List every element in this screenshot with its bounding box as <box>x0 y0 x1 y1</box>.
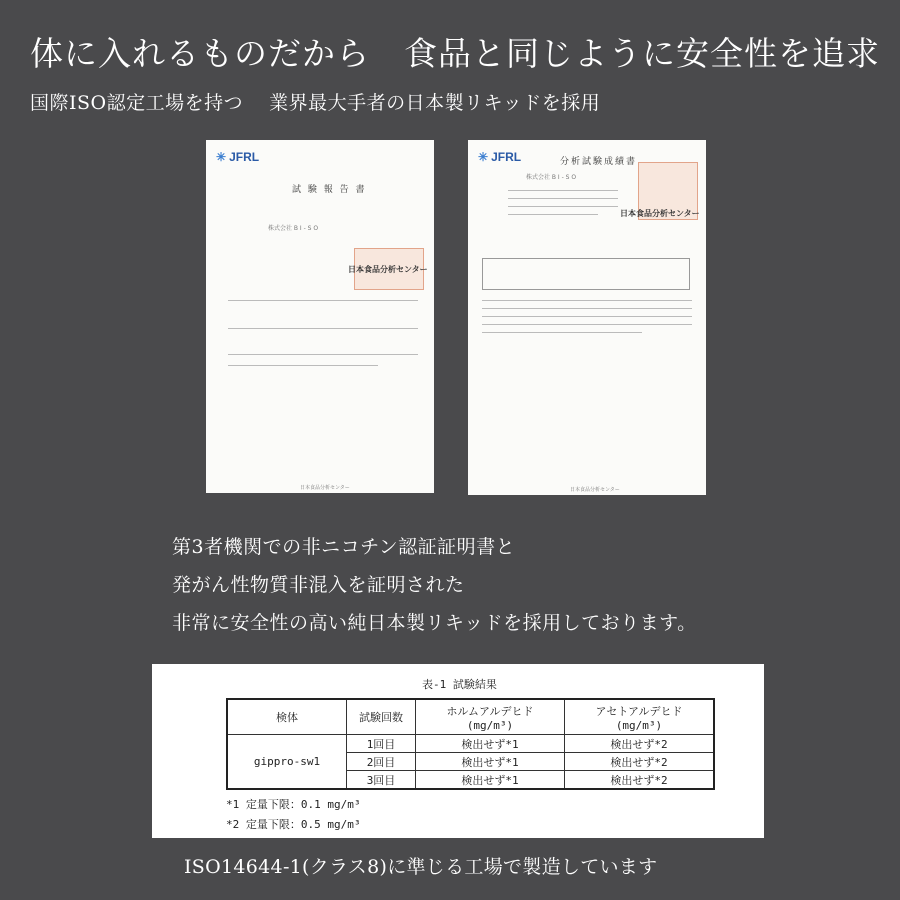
text-line <box>508 198 618 199</box>
subheadline: 国際ISO認定工場を持つ 業界最大手者の日本製リキッドを採用 <box>30 92 601 114</box>
formaldehyde-cell: 検出せず*1 <box>416 753 565 771</box>
header-acetaldehyde: アセトアルデヒド (mg/m³) <box>565 699 715 735</box>
document-title: 分析試験成績書 <box>560 157 638 167</box>
seal-text: 日本食品分析センター <box>348 265 428 274</box>
trial-cell: 1回目 <box>347 735 416 753</box>
divider <box>228 328 418 329</box>
trial-cell: 2回目 <box>347 753 416 771</box>
footer-org: 日本食品分析センター <box>300 485 350 491</box>
text-line <box>482 308 692 309</box>
body-line-3: 非常に安全性の高い純日本製リキッドを採用しております。 <box>172 612 697 634</box>
formaldehyde-cell: 検出せず*1 <box>416 771 565 790</box>
analysis-certificate-document <box>468 140 706 495</box>
footer-text: ISO14644-1(クラス8)に準じる工場で製造しています <box>184 856 658 878</box>
acetaldehyde-cell: 検出せず*2 <box>565 735 715 753</box>
text-line <box>508 214 598 215</box>
text-line <box>508 190 618 191</box>
divider <box>228 300 418 301</box>
table-note-1: *1 定量下限：0.1 mg/m³ <box>226 798 361 811</box>
seal-text: 日本食品分析センター <box>620 209 700 218</box>
body-line-2: 発がん性物質非混入を証明された <box>172 574 465 596</box>
sample-name: gippro-sw1 <box>227 735 347 790</box>
footer-org: 日本食品分析センター <box>570 487 620 493</box>
text-line <box>482 300 692 301</box>
trial-cell: 3回目 <box>347 771 416 790</box>
text-line <box>482 332 642 333</box>
result-table <box>226 698 715 790</box>
formaldehyde-cell: 検出せず*1 <box>416 735 565 753</box>
header-formaldehyde: ホルムアルデヒド (mg/m³) <box>416 699 565 735</box>
document-title: 試 験 報 告 書 <box>292 185 367 195</box>
divider <box>228 365 378 366</box>
test-result-table-image <box>152 664 764 838</box>
header-sample: 検体 <box>227 699 347 735</box>
text-line <box>482 324 692 325</box>
test-report-document <box>206 140 434 493</box>
jfrl-logo: ✳ JFRL <box>216 150 260 164</box>
header-trial: 試験回数 <box>347 699 416 735</box>
body-line-1: 第3者機関での非ニコチン認証証明書と <box>172 536 516 558</box>
table-note-2: *2 定量下限：0.5 mg/m³ <box>226 818 361 831</box>
jfrl-logo: ✳ JFRL <box>478 150 522 164</box>
text-line <box>482 316 692 317</box>
client-name: 株式会社 B I - S O <box>526 174 577 181</box>
acetaldehyde-cell: 検出せず*2 <box>565 771 715 790</box>
divider <box>228 354 418 355</box>
jfrl-mark-icon: ✳ <box>216 150 227 164</box>
client-name: 株式会社 B I - S O <box>268 225 319 232</box>
acetaldehyde-cell: 検出せず*2 <box>565 753 715 771</box>
results-table <box>482 258 690 290</box>
table-caption: 表-1 試験結果 <box>422 678 497 691</box>
headline: 体に入れるものだから 食品と同じように安全性を追求 <box>30 34 880 73</box>
jfrl-mark-icon: ✳ <box>478 150 489 164</box>
text-line <box>508 206 618 207</box>
